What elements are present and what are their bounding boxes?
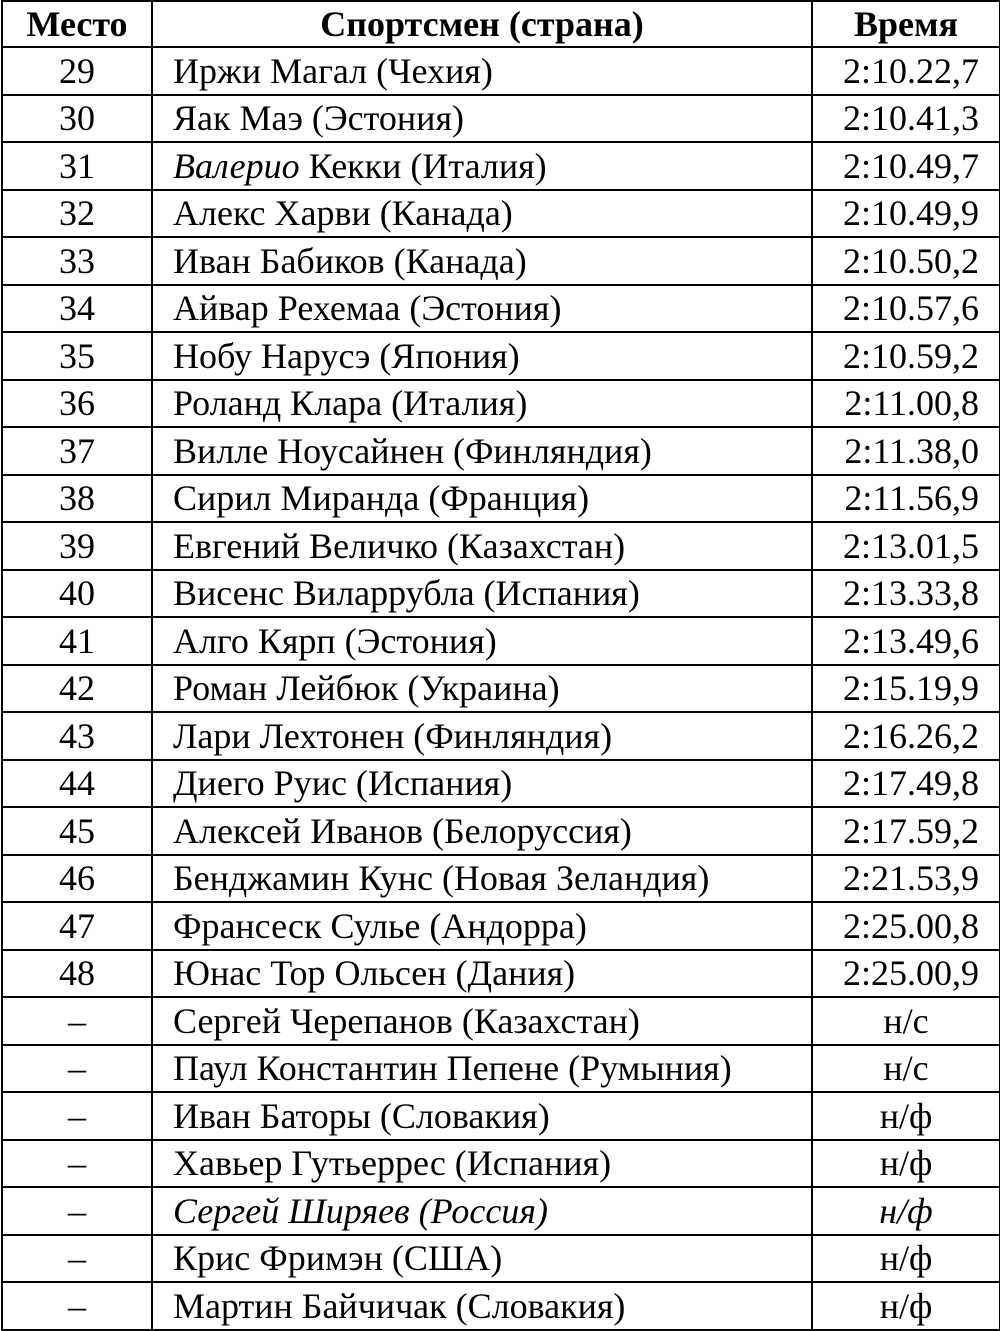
table-row: [2, 475, 1000, 523]
athlete-name: Лари Лехтонен (Финляндия): [173, 715, 613, 756]
athlete-cell: [152, 380, 812, 428]
athlete-cell: [152, 285, 812, 333]
time-cell: 2:21.53,9: [812, 855, 1000, 903]
time-cell: 2:10.57,6: [812, 285, 1000, 333]
table-row: [2, 285, 1000, 333]
athlete-cell: [152, 760, 812, 808]
athlete-name: Алекс Харви (Канада): [173, 193, 513, 234]
header-athlete: Спортсмен (страна): [152, 1, 812, 47]
table-row: [2, 950, 1000, 998]
place-cell: 44: [2, 760, 152, 808]
time-cell: 2:10.49,9: [812, 190, 1000, 238]
athlete-cell: [152, 1235, 812, 1283]
athlete-cell: [152, 475, 812, 523]
place-cell: 40: [2, 570, 152, 618]
place-cell: –: [2, 997, 152, 1045]
athlete-name: Алексей Иванов (Белоруссия): [173, 810, 632, 851]
table-row: [2, 47, 1000, 95]
time-cell: н/с: [812, 997, 1000, 1045]
athlete-cell: [152, 902, 812, 950]
time-cell: 2:10.41,3: [812, 95, 1000, 143]
time-cell: н/ф: [812, 1187, 1000, 1235]
table-row: [2, 1140, 1000, 1188]
athlete-name: Паул Константин Пепене (Румыния): [173, 1048, 732, 1089]
athlete-name: Диего Руис (Испания): [173, 763, 513, 804]
time-cell: 2:13.49,6: [812, 617, 1000, 665]
athlete-cell: [152, 95, 812, 143]
place-cell: –: [2, 1045, 152, 1093]
place-cell: 30: [2, 95, 152, 143]
table-row: [2, 1045, 1000, 1093]
place-cell: 29: [2, 47, 152, 95]
place-cell: 39: [2, 522, 152, 570]
place-cell: –: [2, 1282, 152, 1330]
table-row: [2, 190, 1000, 238]
table-row: [2, 855, 1000, 903]
athlete-cell: [152, 47, 812, 95]
place-cell: 36: [2, 380, 152, 428]
athlete-name: Роман Лейбюк (Украина): [173, 668, 560, 709]
athlete-name: Кекки (Италия): [299, 145, 547, 186]
athlete-cell: [152, 332, 812, 380]
header-time: Время: [812, 1, 1000, 47]
header-place: Место: [2, 1, 152, 47]
place-cell: 47: [2, 902, 152, 950]
place-cell: 46: [2, 855, 152, 903]
athlete-name: Иван Баторы (Словакия): [173, 1095, 550, 1136]
place-cell: 37: [2, 427, 152, 475]
header-row: [2, 1, 1000, 47]
athlete-cell: [152, 237, 812, 285]
athlete-cell: [152, 142, 812, 190]
time-cell: 2:11.56,9: [812, 475, 1000, 523]
athlete-name-italic: Сергей Ширяев (Россия): [173, 1190, 549, 1231]
athlete-name: Евгений Величко (Казахстан): [173, 525, 626, 566]
time-cell: 2:10.59,2: [812, 332, 1000, 380]
table-row: [2, 807, 1000, 855]
athlete-name: Айвар Рехемаа (Эстония): [173, 288, 562, 329]
time-cell: 2:25.00,9: [812, 950, 1000, 998]
time-cell: н/ф: [812, 1092, 1000, 1140]
place-cell: –: [2, 1187, 152, 1235]
time-cell: н/с: [812, 1045, 1000, 1093]
table-row: [2, 1187, 1000, 1235]
time-cell: 2:16.26,2: [812, 712, 1000, 760]
place-cell: 43: [2, 712, 152, 760]
athlete-cell: [152, 807, 812, 855]
athlete-name: Мартин Байчичак (Словакия): [173, 1285, 626, 1326]
athlete-name: Сирил Миранда (Франция): [173, 478, 590, 519]
table-row: [2, 760, 1000, 808]
time-cell: 2:10.22,7: [812, 47, 1000, 95]
athlete-name: Сергей Черепанов (Казахстан): [173, 1000, 640, 1041]
table-row: [2, 380, 1000, 428]
athlete-name: Роланд Клара (Италия): [173, 383, 528, 424]
place-cell: 48: [2, 950, 152, 998]
athlete-name: Крис Фримэн (США): [173, 1238, 503, 1279]
athlete-cell: [152, 950, 812, 998]
athlete-cell: [152, 997, 812, 1045]
place-cell: –: [2, 1235, 152, 1283]
athlete-cell: [152, 855, 812, 903]
athlete-name: Бенджамин Кунс (Новая Зеландия): [173, 858, 710, 899]
time-cell: 2:17.49,8: [812, 760, 1000, 808]
time-cell: 2:15.19,9: [812, 665, 1000, 713]
place-cell: 35: [2, 332, 152, 380]
place-cell: 34: [2, 285, 152, 333]
time-cell: 2:17.59,2: [812, 807, 1000, 855]
table-row: [2, 1092, 1000, 1140]
athlete-cell: [152, 1282, 812, 1330]
table-row: [2, 427, 1000, 475]
athlete-name: Алго Кярп (Эстония): [173, 620, 497, 661]
time-cell: 2:11.00,8: [812, 380, 1000, 428]
table-row: [2, 522, 1000, 570]
place-cell: 42: [2, 665, 152, 713]
table-row: [2, 332, 1000, 380]
place-cell: 31: [2, 142, 152, 190]
table-row: [2, 1235, 1000, 1283]
athlete-cell: [152, 665, 812, 713]
athlete-cell: [152, 570, 812, 618]
time-cell: 2:13.33,8: [812, 570, 1000, 618]
athlete-cell: [152, 1187, 812, 1235]
time-cell: 2:10.49,7: [812, 142, 1000, 190]
place-cell: 41: [2, 617, 152, 665]
athlete-cell: [152, 1092, 812, 1140]
table-row: [2, 142, 1000, 190]
athlete-cell: [152, 712, 812, 760]
athlete-name: Яак Маэ (Эстония): [173, 98, 464, 139]
time-cell: н/ф: [812, 1235, 1000, 1283]
athlete-name: Висенс Виларрубла (Испания): [173, 573, 640, 614]
time-cell: 2:25.00,8: [812, 902, 1000, 950]
time-cell: н/ф: [812, 1282, 1000, 1330]
athlete-name: Иржи Магал (Чехия): [173, 50, 493, 91]
time-cell: 2:11.38,0: [812, 427, 1000, 475]
place-cell: 38: [2, 475, 152, 523]
athlete-name: Нобу Нарусэ (Япония): [173, 335, 520, 376]
table-row: [2, 617, 1000, 665]
athlete-cell: [152, 1140, 812, 1188]
table-row: [2, 665, 1000, 713]
athlete-name: Вилле Ноусайнен (Финляндия): [173, 430, 652, 471]
athlete-name: Хавьер Гутьеррес (Испания): [173, 1143, 612, 1184]
place-cell: 32: [2, 190, 152, 238]
athlete-cell: [152, 522, 812, 570]
table-row: [2, 902, 1000, 950]
table-row: [2, 712, 1000, 760]
place-cell: –: [2, 1140, 152, 1188]
athlete-name: Юнас Тор Ольсен (Дания): [173, 953, 576, 994]
athlete-cell: [152, 427, 812, 475]
place-cell: –: [2, 1092, 152, 1140]
place-cell: 33: [2, 237, 152, 285]
athlete-name: Франсеск Сулье (Андорра): [173, 905, 587, 946]
table-row: [2, 570, 1000, 618]
time-cell: н/ф: [812, 1140, 1000, 1188]
athlete-cell: [152, 190, 812, 238]
results-table: [1, 0, 1000, 1331]
time-cell: 2:10.50,2: [812, 237, 1000, 285]
athlete-name-italic: Валерио: [173, 145, 300, 186]
athlete-cell: [152, 1045, 812, 1093]
athlete-name: Иван Бабиков (Канада): [173, 240, 527, 281]
table-row: [2, 237, 1000, 285]
table-row: [2, 997, 1000, 1045]
place-cell: 45: [2, 807, 152, 855]
time-cell: 2:13.01,5: [812, 522, 1000, 570]
athlete-cell: [152, 617, 812, 665]
table-row: [2, 1282, 1000, 1330]
table-row: [2, 95, 1000, 143]
